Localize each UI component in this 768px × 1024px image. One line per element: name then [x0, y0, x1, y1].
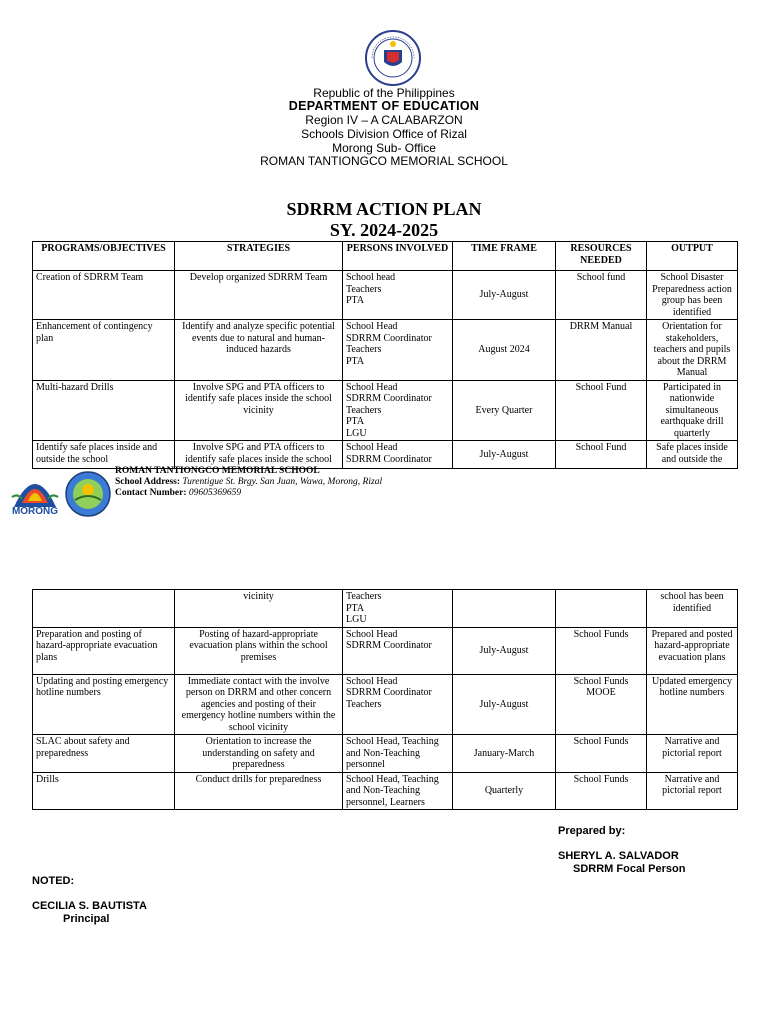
program-cell: Identify safe places inside and outside the school: [33, 441, 175, 469]
time-frame-cell: July-August: [453, 441, 556, 469]
person-item: School Head, Teaching and Non-Teaching personnel, Learners: [346, 773, 439, 808]
resources-cell: School Fund: [556, 441, 647, 469]
time-frame-cell: July-August: [453, 627, 556, 674]
person-item: School Head: [346, 321, 398, 332]
footer-contact-value: 09605369659: [188, 488, 242, 498]
noted-name: CECILIA S. BAUTISTA: [32, 900, 147, 912]
document-title: SDRRM ACTION PLAN: [286, 199, 482, 219]
person-item: LGU: [346, 427, 367, 439]
prepared-by-role: SDRRM Focal Person: [573, 863, 686, 875]
program-cell: Multi-hazard Drills: [33, 380, 175, 441]
noted-role: Principal: [63, 913, 110, 925]
persons-cell: [343, 735, 453, 773]
table-row: [33, 627, 738, 674]
resources-cell: School Funds MOOE: [556, 674, 647, 735]
prepared-by-name: SHERYL A. SALVADOR: [558, 850, 679, 862]
morong-logo-icon: [8, 467, 62, 519]
action-plan-table-page2: [32, 589, 738, 810]
time-frame-cell: July-August: [453, 674, 556, 735]
resources-cell: School Funds: [556, 735, 647, 773]
program-cell: Drills: [33, 772, 175, 810]
document-school-year: SY. 2024-2025: [329, 220, 439, 240]
persons-cell: [343, 590, 453, 628]
persons-cell: [343, 320, 453, 381]
persons-cell: [343, 772, 453, 810]
person-item: Teachers: [346, 283, 382, 295]
strategy-cell: Involve SPG and PTA officers to identify safe places inside the school vicinity: [175, 380, 343, 441]
persons-cell: [343, 441, 453, 469]
header-suboffice: Morong Sub- Office: [332, 141, 436, 155]
person-item: SDRRM Coordinator: [346, 453, 432, 465]
header-school: ROMAN TANTIONGCO MEMORIAL SCHOOL: [260, 154, 508, 168]
col-header-time-frame: TIME FRAME: [453, 242, 556, 271]
resources-cell: [556, 590, 647, 628]
header-republic: Republic of the Philippines: [313, 86, 455, 100]
table-row: [33, 320, 738, 381]
resources-cell: School fund: [556, 271, 647, 320]
time-frame-cell: [453, 590, 556, 628]
prepared-by-label: Prepared by:: [558, 825, 626, 837]
output-cell: school has been identified: [647, 590, 738, 628]
school-seal-icon: [63, 470, 113, 518]
persons-cell: [343, 271, 453, 320]
table-row: [33, 271, 738, 320]
table-row: [33, 674, 738, 735]
person-item: SDRRM Coordinator: [346, 393, 432, 404]
table-row: [33, 441, 738, 469]
program-cell: Preparation and posting of hazard-appropriate evacuation plans: [33, 627, 175, 674]
footer-school-info: ROMAN TANTIONGCO MEMORIAL SCHOOL School Address: Turentigue St. Brgy. San Juan, Wawa, Morong, Rizal Contact Number: 09605369659: [115, 466, 383, 498]
persons-cell: [343, 674, 453, 735]
person-item: School Head: [346, 675, 398, 687]
table-row: [33, 380, 738, 441]
output-cell: Orientation for stakeholders, teachers and pupils about the DRRM Manual: [647, 320, 738, 381]
header-region: Region IV – A CALABARZON: [305, 113, 463, 127]
persons-cell: [343, 627, 453, 674]
program-cell: Creation of SDRRM Team: [33, 271, 175, 320]
header-department: DEPARTMENT OF EDUCATION: [288, 99, 480, 113]
person-item: SDRRM Coordinator: [346, 687, 432, 698]
col-header-programs: PROGRAMS/OBJECTIVES: [33, 242, 175, 271]
output-cell: Narrative and pictorial report: [647, 772, 738, 810]
program-cell: Updating and posting emergency hotline numbers: [33, 674, 175, 735]
col-header-output: OUTPUT: [647, 242, 738, 271]
person-item: LGU: [346, 614, 367, 625]
time-frame-cell: January-March: [453, 735, 556, 773]
program-cell: SLAC about safety and preparedness: [33, 735, 175, 773]
time-frame-cell: July-August: [453, 271, 556, 320]
output-cell: School Disaster Preparedness action group has been identified: [647, 271, 738, 320]
strategy-cell: Develop organized SDRRM Team: [175, 271, 343, 320]
person-item: Teachers: [346, 404, 382, 416]
output-cell: Participated in nationwide simultaneous earthquake drill quarterly: [647, 380, 738, 441]
time-frame-cell: August 2024: [453, 320, 556, 381]
output-cell: Narrative and pictorial report: [647, 735, 738, 773]
strategy-cell: Immediate contact with the involve person on DRRM and other concern agencies and posting of their emergency hotline numbers within the school vicinity: [175, 674, 343, 735]
person-item: School head: [346, 272, 396, 283]
col-header-persons: PERSONS INVOLVED: [343, 242, 453, 271]
header-division: Schools Division Office of Rizal: [301, 127, 467, 141]
strategy-cell: Involve SPG and PTA officers to identify safe places inside the school: [175, 441, 343, 469]
time-frame-cell: Every Quarter: [453, 380, 556, 441]
person-item: SDRRM Coordinator: [346, 332, 432, 344]
col-header-strategies: STRATEGIES: [175, 242, 343, 271]
deped-seal-icon: [358, 30, 428, 86]
footer-school-name: ROMAN TANTIONGCO MEMORIAL SCHOOL: [115, 466, 320, 476]
person-item: School Head: [346, 442, 398, 453]
table-row: [33, 772, 738, 810]
output-cell: Prepared and posted hazard-appropriate evacuation plans: [647, 627, 738, 674]
program-cell: [33, 590, 175, 628]
noted-label: NOTED:: [32, 875, 75, 887]
person-item: PTA: [346, 416, 365, 427]
resources-cell: School Funds: [556, 772, 647, 810]
resources-cell: School Funds: [556, 627, 647, 674]
strategy-cell: Posting of hazard-appropriate evacuation plans within the school premises: [175, 627, 343, 674]
person-item: Teachers: [346, 344, 382, 355]
person-item: Teachers: [346, 591, 382, 602]
resources-cell: DRRM Manual: [556, 320, 647, 381]
person-item: School Head: [346, 628, 398, 640]
strategy-cell: Identify and analyze specific potential events due to natural and human-induced hazards: [175, 320, 343, 381]
person-item: School Head: [346, 381, 398, 393]
footer-contact-label: Contact Number: [115, 488, 184, 498]
footer-address-value: Turentigue St. Brgy. San Juan, Wawa, Morong, Rizal: [182, 477, 383, 487]
strategy-cell: Conduct drills for preparedness: [175, 772, 343, 810]
morong-logo-text: MORONG: [11, 506, 59, 517]
output-cell: Safe places inside and outside the: [647, 441, 738, 469]
table-row: [33, 590, 738, 628]
strategy-cell: vicinity: [175, 590, 343, 628]
person-item: PTA: [346, 355, 365, 367]
strategy-cell: Orientation to increase the understanding on safety and preparedness: [175, 735, 343, 773]
col-header-resources: RESOURCES NEEDED: [556, 242, 647, 271]
person-item: School Head, Teaching and Non-Teaching personnel: [346, 736, 439, 770]
resources-cell: School Fund: [556, 380, 647, 441]
output-cell: Updated emergency hotline numbers: [647, 674, 738, 735]
person-item: SDRRM Coordinator: [346, 640, 432, 651]
action-plan-table-page1: [32, 241, 738, 469]
table-row: [33, 735, 738, 773]
person-item: PTA: [346, 295, 365, 306]
program-cell: Enhancement of contingency plan: [33, 320, 175, 381]
footer-address-label: School Address: [115, 477, 177, 487]
persons-cell: [343, 380, 453, 441]
time-frame-cell: Quarterly: [453, 772, 556, 810]
person-item: Teachers: [346, 698, 382, 710]
person-item: PTA: [346, 602, 365, 614]
